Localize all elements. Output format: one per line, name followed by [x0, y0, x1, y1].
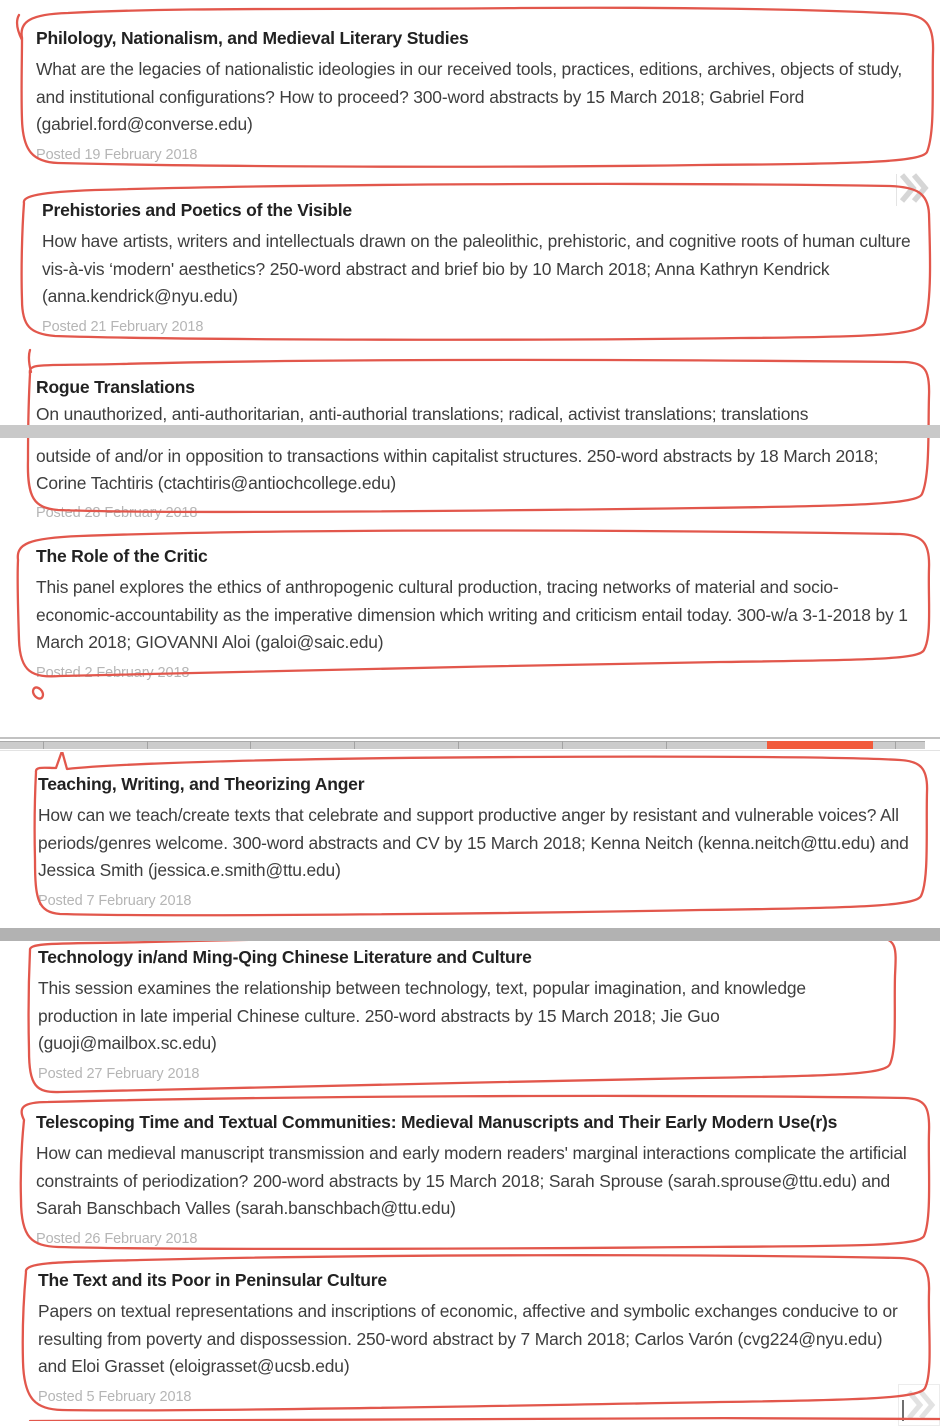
scrollbar-tick	[895, 741, 896, 749]
scrollbar-thumb[interactable]	[767, 741, 873, 749]
post-body: This panel explores the ethics of anthropogenic cultural production, tracing networks of material and socio-economic-accountability as the imperative dimension which writing and criticism entail today. 300-w/a 3-1-2018 by 1 March 2018; GIOVANNI Aloi (galoi@saic.edu)	[36, 577, 908, 652]
post-title: The Text and its Poor in Peninsular Culture	[38, 1270, 387, 1290]
post-body: How can we teach/create texts that celebrate and support productive anger by resistant and vulnerable voices? All periods/genres welcome. 300-word abstracts and CV by 15 March 2018; Kenna Neitch (kenna.neitch@ttu.edu) and Jessica Smith (jessica.e.smith@ttu.edu)	[38, 805, 909, 880]
post-body: How can medieval manuscript transmission and early modern readers' marginal interactions complicate the artificial constraints of periodization? 200-word abstracts by 15 March 2018; Sarah Sprouse (sarah.sprouse@ttu.edu) and Sarah Banschbach Valles (sarah.banschbach@ttu.edu)	[36, 1143, 907, 1218]
next-page-button[interactable]	[899, 172, 929, 209]
post-title: Prehistories and Poetics of the Visible	[42, 200, 352, 220]
cfp-post	[38, 773, 910, 910]
cfp-post	[36, 376, 908, 522]
post-date: Posted 5 February 2018	[38, 1388, 192, 1405]
post-body: What are the legacies of nationalistic ideologies in our received tools, practices, editions, archives, objects of study, and institutional configurations? How to proceed? 300-word abstracts by 15 March 2018; Gabriel Ford (gabriel.ford@converse.edu)	[36, 59, 903, 134]
double-chevron-right-icon	[899, 172, 929, 204]
post-title: Philology, Nationalism, and Medieval Literary Studies	[36, 28, 469, 48]
post-date: Posted 7 February 2018	[38, 892, 192, 909]
post-body: Papers on textual representations and inscriptions of economic, affective and symbolic exchanges conducive to or resulting from poverty and dispossession. 250-word abstract by 7 March 2018; Carlos Varón (cvg224@nyu.edu) and Eloi Grasset (eloigrasset@ucsb.edu)	[38, 1301, 898, 1376]
post-title: The Role of the Critic	[36, 546, 208, 566]
scrollbar-tick	[354, 741, 355, 749]
scrollbar-tick	[666, 741, 667, 749]
cfp-post	[36, 545, 908, 682]
cfp-post	[38, 1269, 910, 1406]
scrollbar-tick	[562, 741, 563, 749]
button-frame	[898, 1384, 940, 1426]
post-date: Posted 2 February 2018	[36, 664, 190, 681]
post-date: Posted 19 February 2018	[36, 146, 198, 163]
post-date: Posted 26 February 2018	[36, 1230, 198, 1247]
screenshot-stitch-bar	[0, 425, 940, 438]
divider	[896, 174, 897, 206]
scrollbar-tick	[458, 741, 459, 749]
post-body-part1: On unauthorized, anti-authoritarian, anti-authorial translations; radical, activist translations; translations	[36, 404, 809, 424]
post-date: Posted 28 February 2018	[36, 505, 198, 521]
post-date: Posted 27 February 2018	[38, 1065, 200, 1082]
page-seam	[0, 736, 940, 752]
scrollbar-tick	[250, 741, 251, 749]
post-date: Posted 21 February 2018	[42, 318, 204, 335]
scrollbar-tick	[43, 741, 44, 749]
post-title: Teaching, Writing, and Theorizing Anger	[38, 774, 365, 794]
post-body: How have artists, writers and intellectuals drawn on the paleolithic, prehistoric, and cognitive roots of human culture vis-à-vis ‘modern' aesthetics? 250-word abstract and brief bio by 10 March 2018; Anna Kathryn Kendrick (anna.kendrick@nyu.edu)	[42, 231, 911, 306]
post-title: Technology in/and Ming-Qing Chinese Literature and Culture	[38, 947, 532, 967]
seam-hairline	[0, 737, 940, 739]
screenshot-stitch-bar	[0, 928, 940, 941]
cfp-post	[38, 946, 878, 1083]
divider	[902, 1400, 904, 1421]
post-title: Telescoping Time and Textual Communities: Medieval Manuscripts and Their Early Modern Use(r)s	[36, 1112, 838, 1132]
seam-hairline	[0, 750, 940, 751]
scrollbar-tick	[147, 741, 148, 749]
cfp-post	[42, 199, 914, 336]
post-title: Rogue Translations	[36, 377, 195, 397]
post-body: This session examines the relationship between technology, text, popular imagination, and knowledge production in late imperial Chinese culture. 250-word abstracts by 15 March 2018; Jie Guo (guoji@mailbox.sc.edu)	[38, 978, 806, 1053]
cfp-post	[36, 27, 908, 164]
post-body-part2: outside of and/or in opposition to transactions within capitalist structures. 250-word abstracts by 18 March 2018; Corine Tachtiris (ctachtiris@antiochcollege.edu)	[36, 446, 879, 493]
cfp-post	[36, 1111, 908, 1248]
